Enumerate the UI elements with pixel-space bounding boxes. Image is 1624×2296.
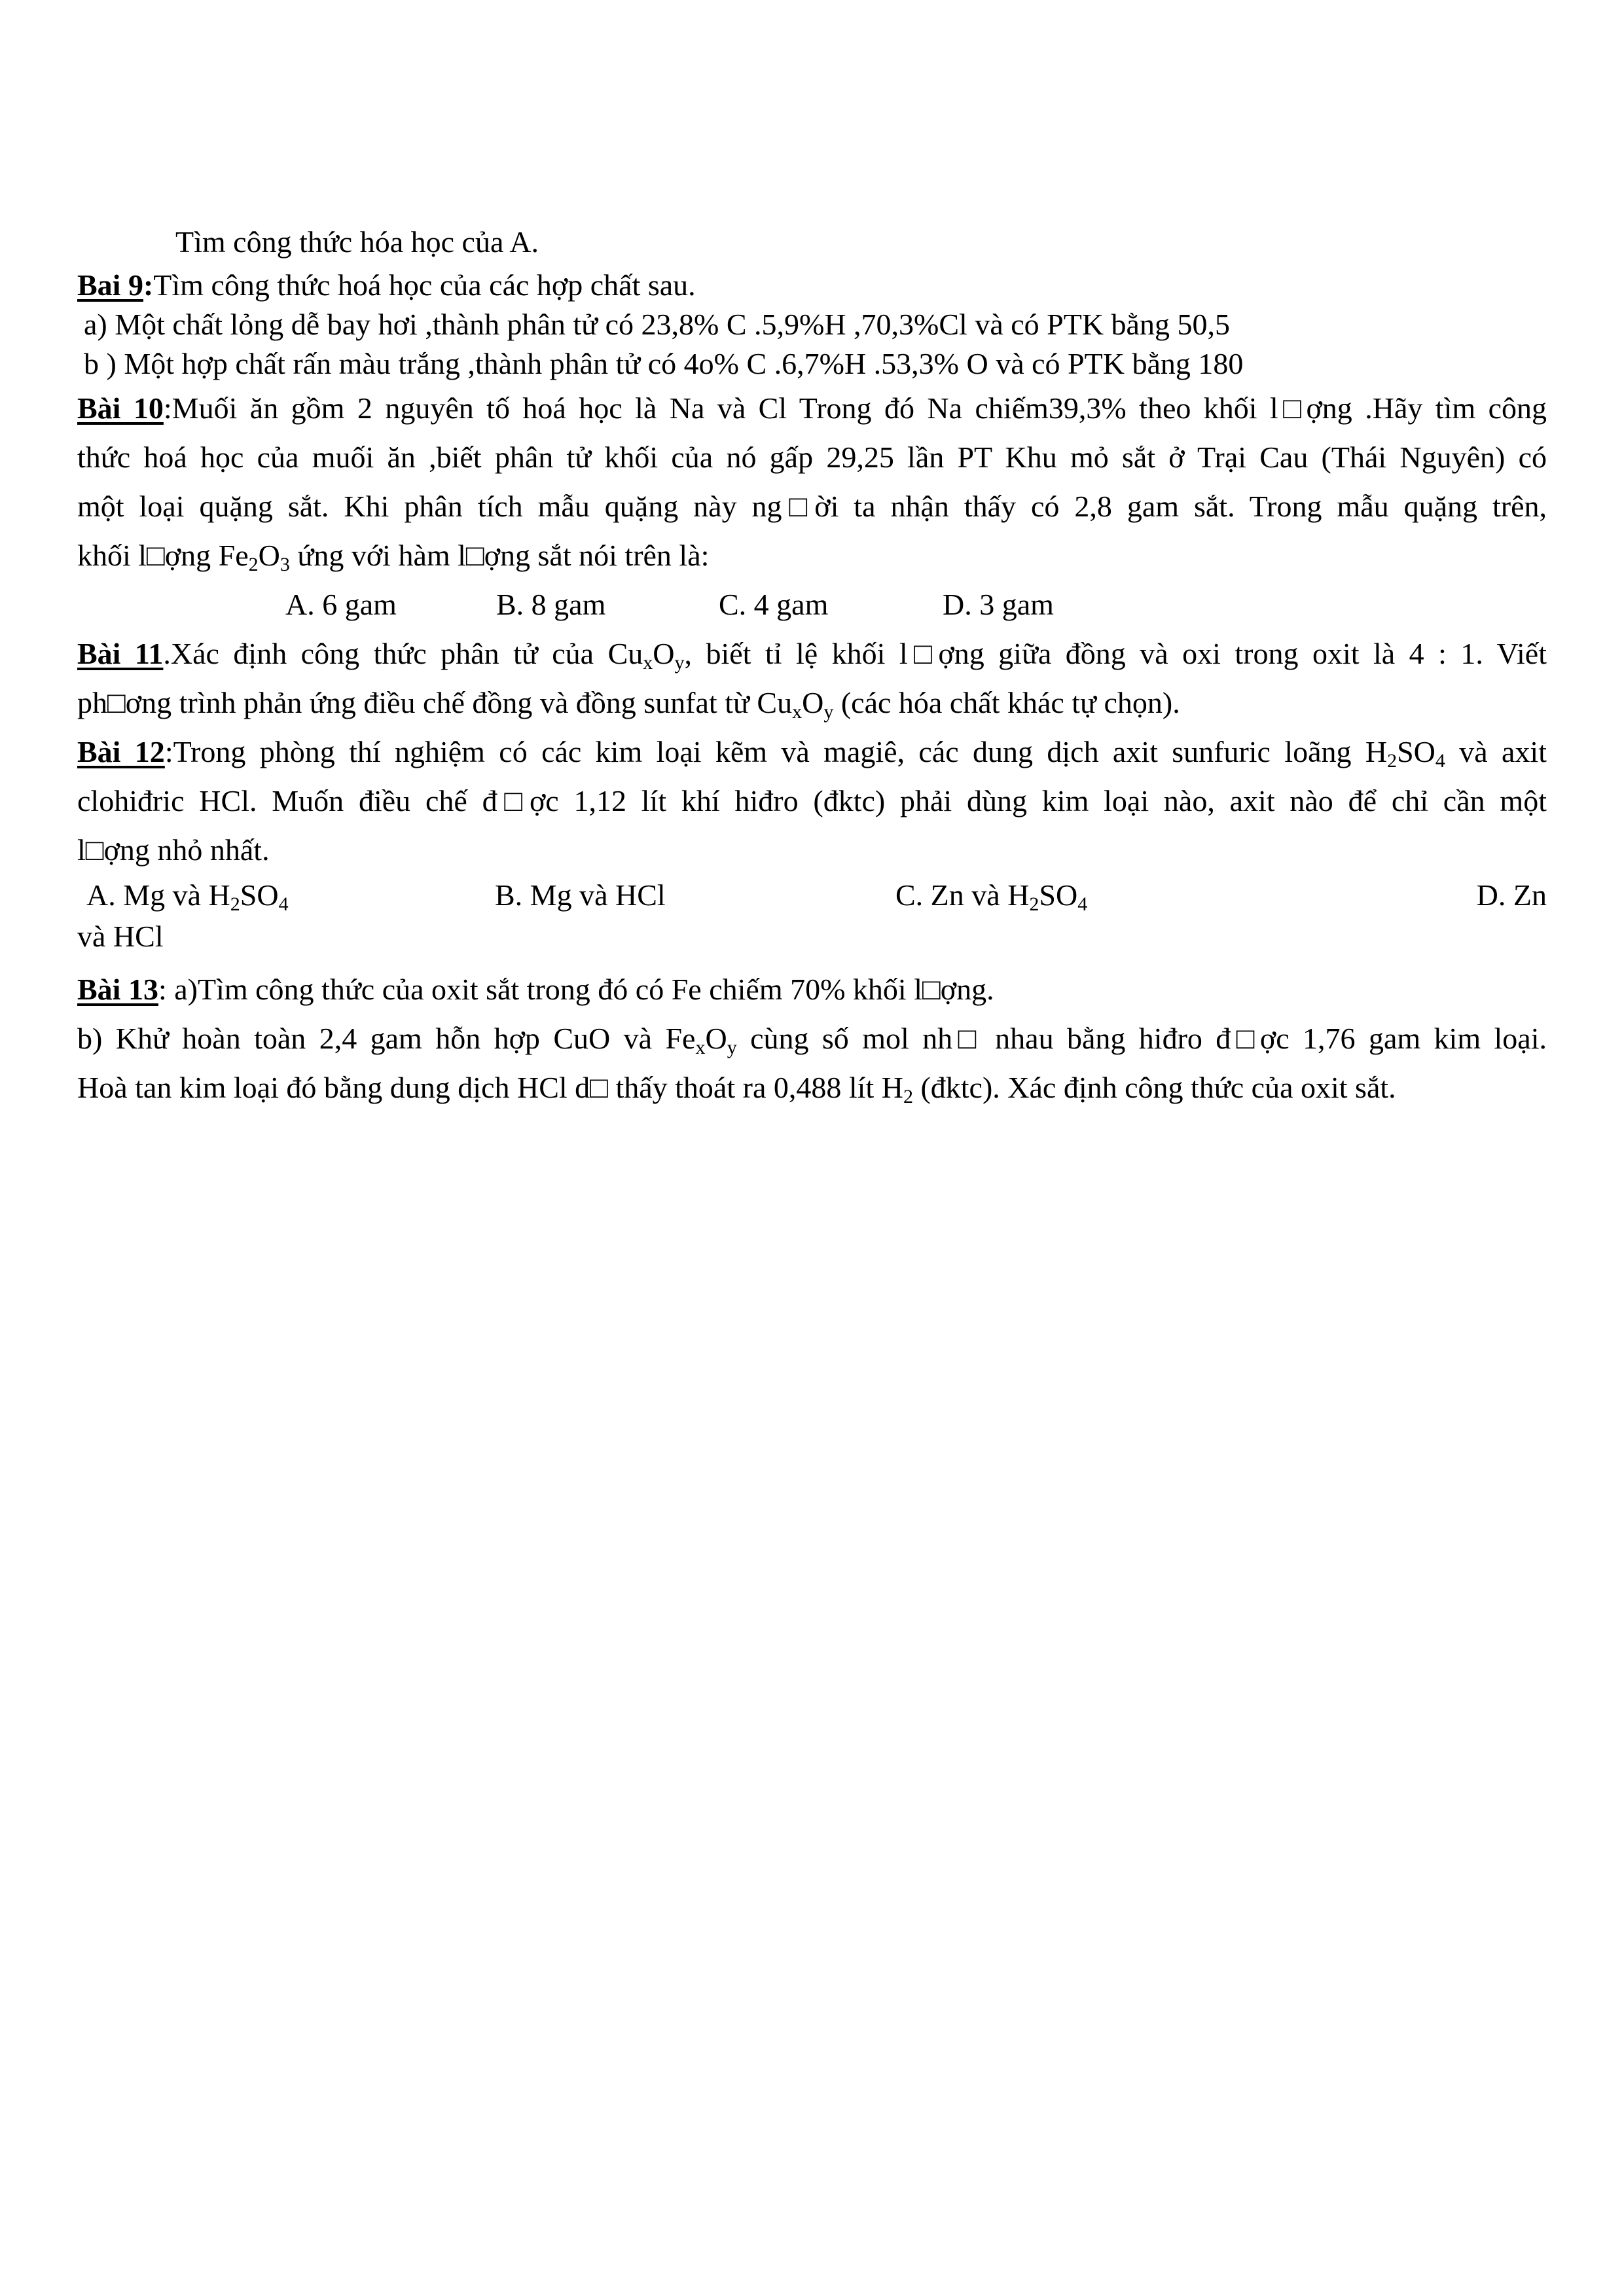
bai12-l3: l□ợng nhỏ nhất. bbox=[77, 833, 270, 867]
bai12-options bbox=[77, 874, 1547, 916]
bai13-sub-y: y bbox=[727, 1037, 737, 1058]
bai11-l2-post: (các hóa chất khác tự chọn). bbox=[833, 686, 1180, 719]
bai10-sub-2: 2 bbox=[248, 554, 259, 575]
bai11-l1-pre: .Xác định công thức phân tử của Cu bbox=[163, 637, 643, 670]
bai13-line-2 bbox=[77, 1014, 1547, 1063]
bai9-a-text: a) Một chất lỏng dễ bay hơi ,thành phân tử có 23,8% C .5,9%H ,70,3%Cl và có PTK bằng 50,5 bbox=[84, 308, 1230, 341]
bai12-so: SO bbox=[1397, 735, 1435, 768]
bai10-l4-post: ứng với hàm l□ợng sắt nói trên là: bbox=[289, 539, 710, 572]
bai12-title: Bài 12 bbox=[77, 735, 165, 768]
bai11-l1-post: , biết tỉ lệ khối l□ợng giữa đồng và oxi trong oxit là 4 : 1. Viết bbox=[684, 637, 1547, 670]
bai12-l2: clohiđric HCl. Muốn điều chế đ□ợc 1,12 lít khí hiđro (đktc) phải dùng kim loại nào, axit nào để chỉ cần một bbox=[77, 784, 1547, 817]
bai11-o: O bbox=[653, 637, 675, 670]
bai12-option-a bbox=[86, 874, 289, 916]
bai11-line-2 bbox=[77, 678, 1547, 727]
bai11-title: Bài 11 bbox=[77, 637, 164, 670]
bai11-l2-sub-x: x bbox=[792, 701, 803, 723]
bai9-b-text: b ) Một hợp chất rấn màu trắng ,thành phân tử có 4o% C .6,7%H .53,3% O và có PTK bằng 180 bbox=[84, 347, 1244, 380]
bai9-title: Bai 9 bbox=[77, 268, 143, 302]
bai10-option-a: A. 6 gam bbox=[285, 588, 397, 621]
bai13-title: Bài 13 bbox=[77, 973, 158, 1006]
bai10-options bbox=[77, 580, 1547, 629]
bai12-option-a-text: A. Mg và H bbox=[86, 878, 230, 912]
bai12-sub-2: 2 bbox=[1387, 750, 1398, 772]
bai12-a-so: SO bbox=[240, 878, 279, 912]
bai12-a-sub-4: 4 bbox=[278, 893, 289, 915]
bai12-l1-pre: :Trong phòng thí nghiệm có các kim loại kẽm và magiê, các dung dịch axit sunfuric loãng H bbox=[164, 735, 1388, 768]
bai9-text: Tìm công thức hoá học của các hợp chất sau. bbox=[153, 268, 696, 302]
bai10-option-b: B. 8 gam bbox=[496, 588, 606, 621]
bai11-l2-sub-y: y bbox=[823, 701, 834, 723]
bai13-b1-pre: b) Khử hoàn toàn 2,4 gam hỗn hợp CuO và Fe bbox=[77, 1022, 696, 1055]
bai10-line-3 bbox=[77, 482, 1547, 531]
bai10-l1: :Muối ăn gồm 2 nguyên tố hoá học là Na và Cl Trong đó Na chiếm39,3% theo khối l□ợng .Hãy tìm công bbox=[163, 391, 1547, 425]
bai13-o: O bbox=[705, 1022, 727, 1055]
bai12-sub-4: 4 bbox=[1435, 750, 1445, 772]
bai10-option-d: D. 3 gam bbox=[943, 588, 1054, 621]
bai10-title: Bài 10 bbox=[77, 391, 164, 425]
intro-text: Tìm công thức hóa học của A. bbox=[175, 225, 539, 259]
bai11-line-1 bbox=[77, 629, 1547, 678]
intro-line bbox=[77, 223, 1547, 266]
bai11-sub-y: y bbox=[674, 652, 685, 673]
bai13-b1-post: cùng số mol nh□ nhau bằng hiđro đ□ợc 1,76 gam kim loại. bbox=[736, 1022, 1547, 1055]
bai10-line-1 bbox=[77, 384, 1547, 433]
bai12-c-sub-2: 2 bbox=[1029, 893, 1039, 915]
bai12-line-3 bbox=[77, 825, 1547, 874]
bai12-option-b: B. Mg và HCl bbox=[495, 878, 666, 912]
bai11-l2-o: O bbox=[802, 686, 824, 719]
bai10-l3: một loại quặng sắt. Khi phân tích mẫu quặng này ng□ời ta nhận thấy có 2,8 gam sắt. Trong mẫu quặng trên, bbox=[77, 490, 1547, 523]
document-body bbox=[77, 223, 1547, 1112]
bai11-sub-x: x bbox=[643, 652, 653, 673]
bai10-line-2 bbox=[77, 433, 1547, 482]
bai10-option-c: C. 4 gam bbox=[719, 588, 829, 621]
bai12-option-d-cont-text: và HCl bbox=[77, 920, 164, 953]
bai9-item-b bbox=[77, 344, 1547, 384]
bai13-b2-pre: Hoà tan kim loại đó bằng dung dịch HCl d□ thấy thoát ra 0,488 lít H bbox=[77, 1071, 903, 1104]
bai10-sub-3: 3 bbox=[280, 554, 290, 575]
bai13-sub-x: x bbox=[695, 1037, 706, 1058]
bai9-colon: : bbox=[143, 268, 154, 302]
bai13-b2-post: (đktc). Xác định công thức của oxit sắt. bbox=[912, 1071, 1396, 1104]
bai10-l4-pre: khối l□ợng Fe bbox=[77, 539, 249, 572]
bai12-option-c bbox=[895, 874, 1087, 916]
bai10-l2: thức hoá học của muối ăn ,biết phân tử khối của nó gấp 29,25 lần PT Khu mỏ sắt ở Trại Cau (Thái Nguyên) có bbox=[77, 440, 1547, 474]
bai12-a-sub-2: 2 bbox=[230, 893, 240, 915]
bai9-heading bbox=[77, 266, 1547, 305]
bai11-l2-pre: ph□ơng trình phản ứng điều chế đồng và đồng sunfat từ Cu bbox=[77, 686, 793, 719]
bai13-line-3 bbox=[77, 1063, 1547, 1112]
bai12-c-sub-4: 4 bbox=[1077, 893, 1088, 915]
bai12-line-2 bbox=[77, 776, 1547, 825]
bai13-line-1 bbox=[77, 965, 1547, 1014]
bai12-c-so: SO bbox=[1039, 878, 1078, 912]
bai9-item-a bbox=[77, 305, 1547, 344]
bai12-l1-post: và axit bbox=[1445, 735, 1547, 768]
bai10-l4-o: O bbox=[258, 539, 280, 572]
bai12-option-d-cont bbox=[77, 916, 1547, 965]
bai12-line-1 bbox=[77, 727, 1547, 776]
bai13-a: : a)Tìm công thức của oxit sắt trong đó có Fe chiếm 70% khối l□ợng. bbox=[158, 973, 994, 1006]
bai10-line-4 bbox=[77, 531, 1547, 580]
bai12-option-c-text: C. Zn và H bbox=[895, 878, 1030, 912]
bai12-option-d: D. Zn bbox=[1476, 878, 1547, 912]
bai13-sub-2: 2 bbox=[903, 1086, 913, 1107]
